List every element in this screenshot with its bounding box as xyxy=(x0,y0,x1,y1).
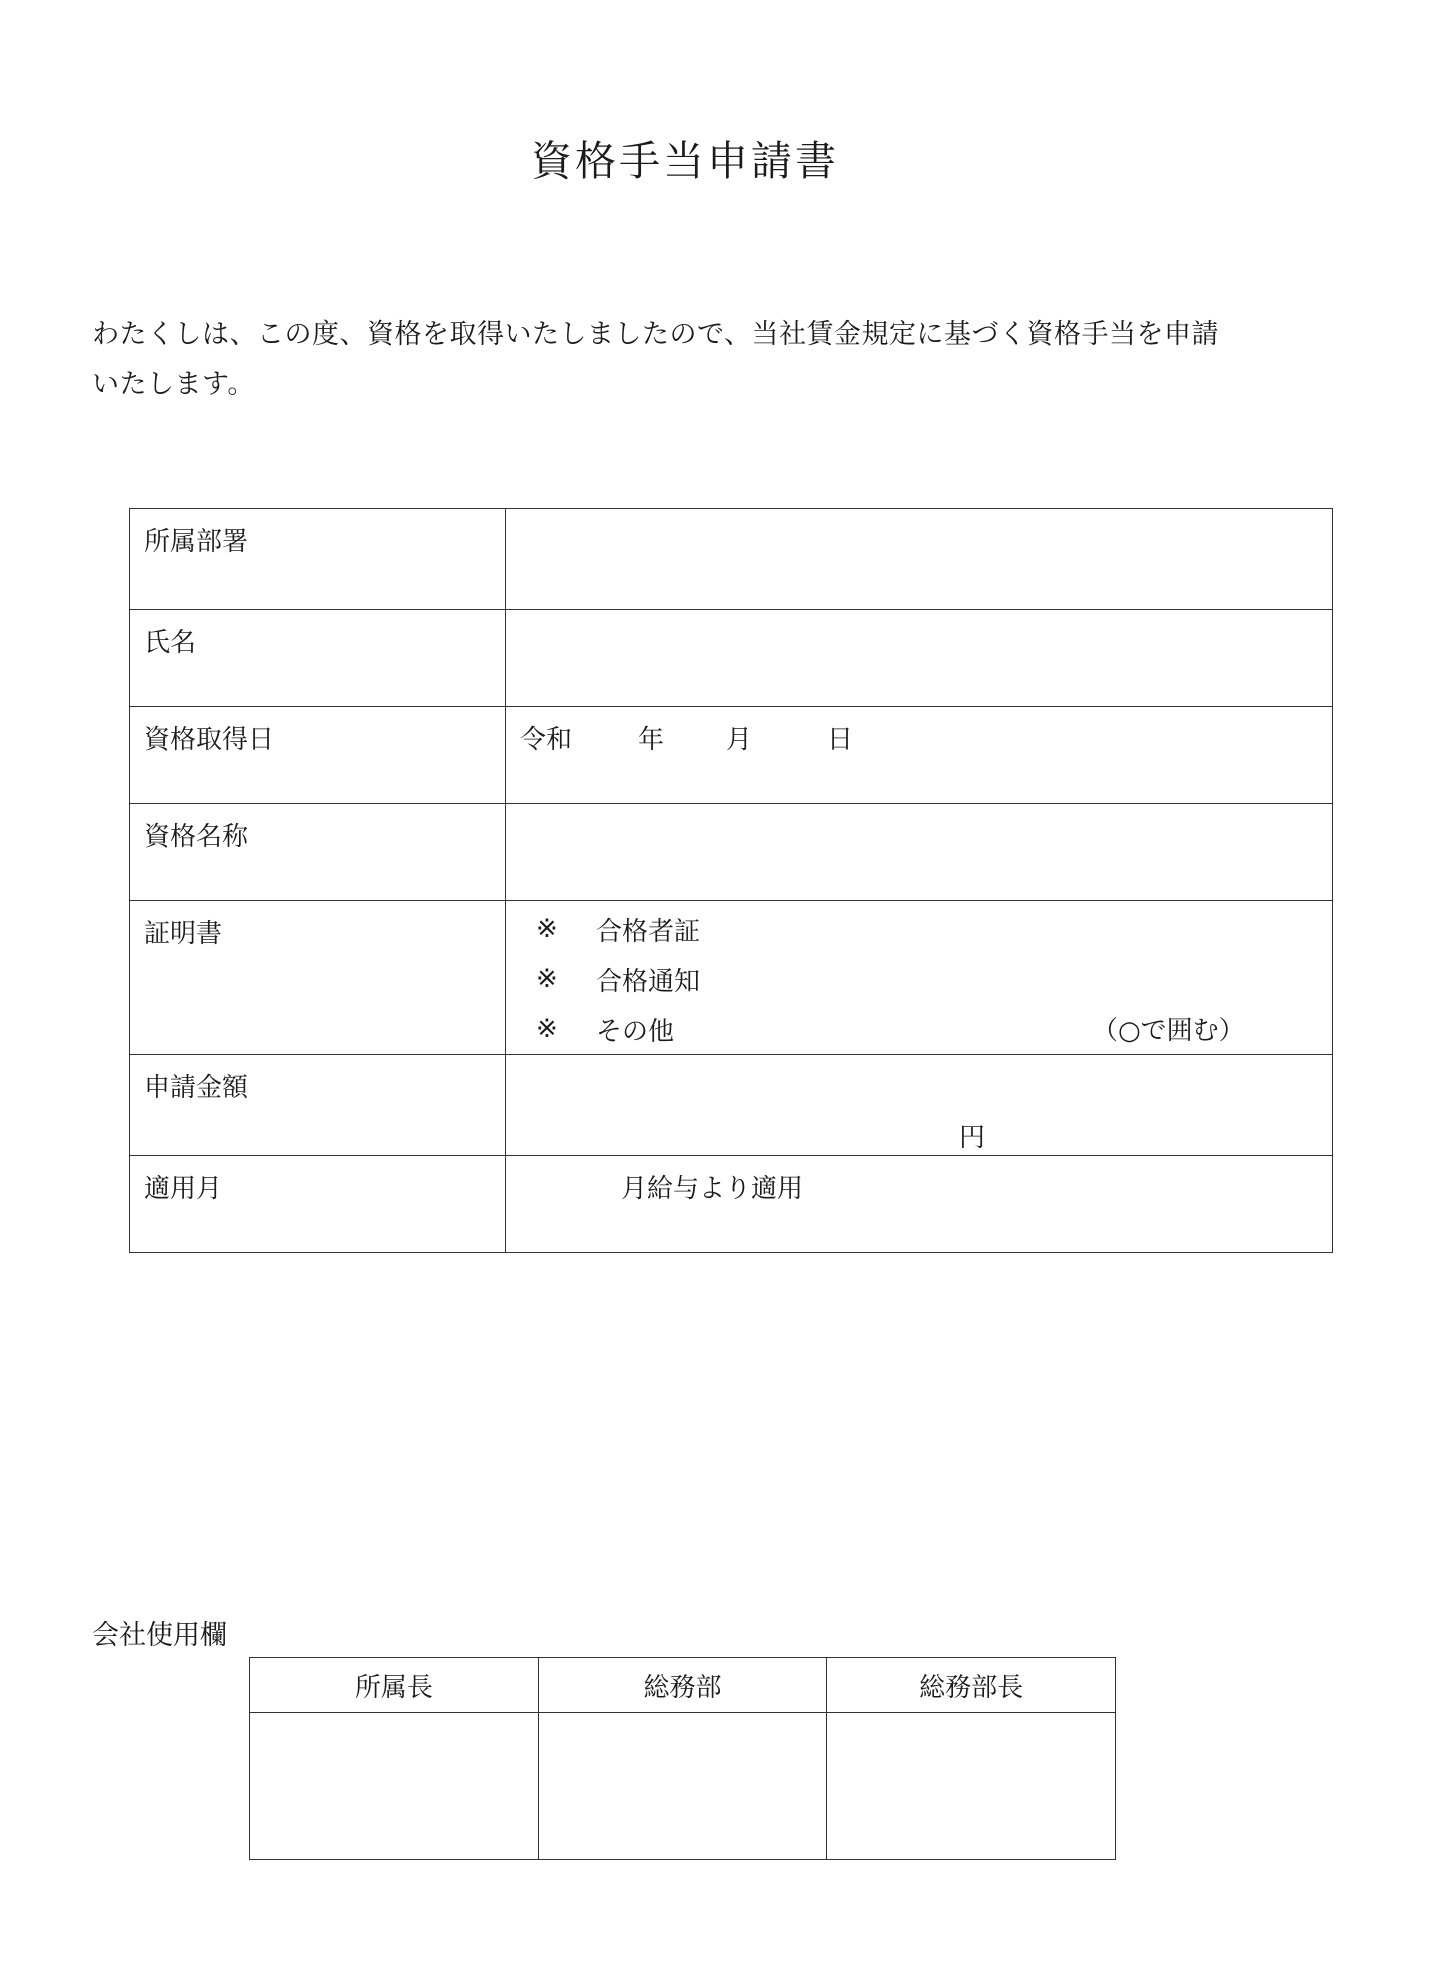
date-label: 資格取得日 xyxy=(130,707,506,804)
qualification-label: 資格名称 xyxy=(130,804,506,901)
name-field[interactable] xyxy=(506,610,1333,707)
intro-line-2: いたします。 xyxy=(92,369,255,400)
date-field[interactable] xyxy=(506,707,1333,804)
approval-stamp-manager[interactable] xyxy=(250,1713,539,1860)
certificate-label: 証明書 xyxy=(130,901,506,1055)
amount-field[interactable] xyxy=(506,1055,1333,1156)
certificate-option[interactable] xyxy=(506,904,1332,954)
approval-stamp-row xyxy=(250,1713,1116,1860)
amount-label: 申請金額 xyxy=(130,1055,506,1156)
reference-mark: ※ xyxy=(536,1014,558,1044)
date-month-unit: 月 xyxy=(726,725,753,755)
name-label: 氏名 xyxy=(130,610,506,707)
intro-line-1: わたくしは、この度、資格を取得いたしましたので、当社賃金規定に基づく資格手当を申請 xyxy=(92,319,1219,350)
approval-header-general-affairs: 総務部 xyxy=(538,1658,827,1713)
reference-mark: ※ xyxy=(536,964,558,994)
qualification-field[interactable] xyxy=(506,804,1333,901)
date-era: 令和 xyxy=(520,725,573,755)
department-label: 所属部署 xyxy=(130,509,506,610)
apply-month-label: 適用月 xyxy=(130,1156,506,1253)
date-day-unit: 日 xyxy=(827,725,854,755)
apply-month-text: 月給与より適用 xyxy=(621,1174,804,1204)
intro-text xyxy=(92,310,1302,410)
form-row-certificate xyxy=(130,901,1333,1055)
form-row-amount xyxy=(130,1055,1333,1156)
reference-mark: ※ xyxy=(536,914,558,944)
approval-stamp-general-affairs-head[interactable] xyxy=(827,1713,1116,1860)
company-use-label: 会社使用欄 xyxy=(92,1620,227,1651)
form-row-department xyxy=(130,509,1333,610)
approval-table xyxy=(249,1657,1116,1860)
approval-header-general-affairs-head: 総務部長 xyxy=(827,1658,1116,1713)
yen-unit: 円 xyxy=(959,1123,986,1153)
approval-header-manager: 所属長 xyxy=(250,1658,539,1713)
approval-stamp-general-affairs[interactable] xyxy=(538,1713,827,1860)
department-field[interactable] xyxy=(506,509,1333,610)
certificate-option-label: 合格者証 xyxy=(596,916,701,947)
form-row-apply-month xyxy=(130,1156,1333,1253)
certificate-field xyxy=(506,901,1333,1055)
form-row-name xyxy=(130,610,1333,707)
apply-month-field[interactable] xyxy=(506,1156,1333,1253)
certificate-option-label: 合格通知 xyxy=(596,966,701,997)
certificate-option-label: その他 xyxy=(596,1016,675,1047)
form-row-qualification xyxy=(130,804,1333,901)
approval-header-row xyxy=(250,1658,1116,1713)
page-title: 資格手当申請書 xyxy=(531,137,839,185)
date-year-unit: 年 xyxy=(638,725,665,755)
certificate-option[interactable] xyxy=(506,954,1332,1004)
application-form-table xyxy=(129,508,1333,1253)
form-row-date xyxy=(130,707,1333,804)
certificate-instruction: （○で囲む） xyxy=(1092,1016,1245,1046)
